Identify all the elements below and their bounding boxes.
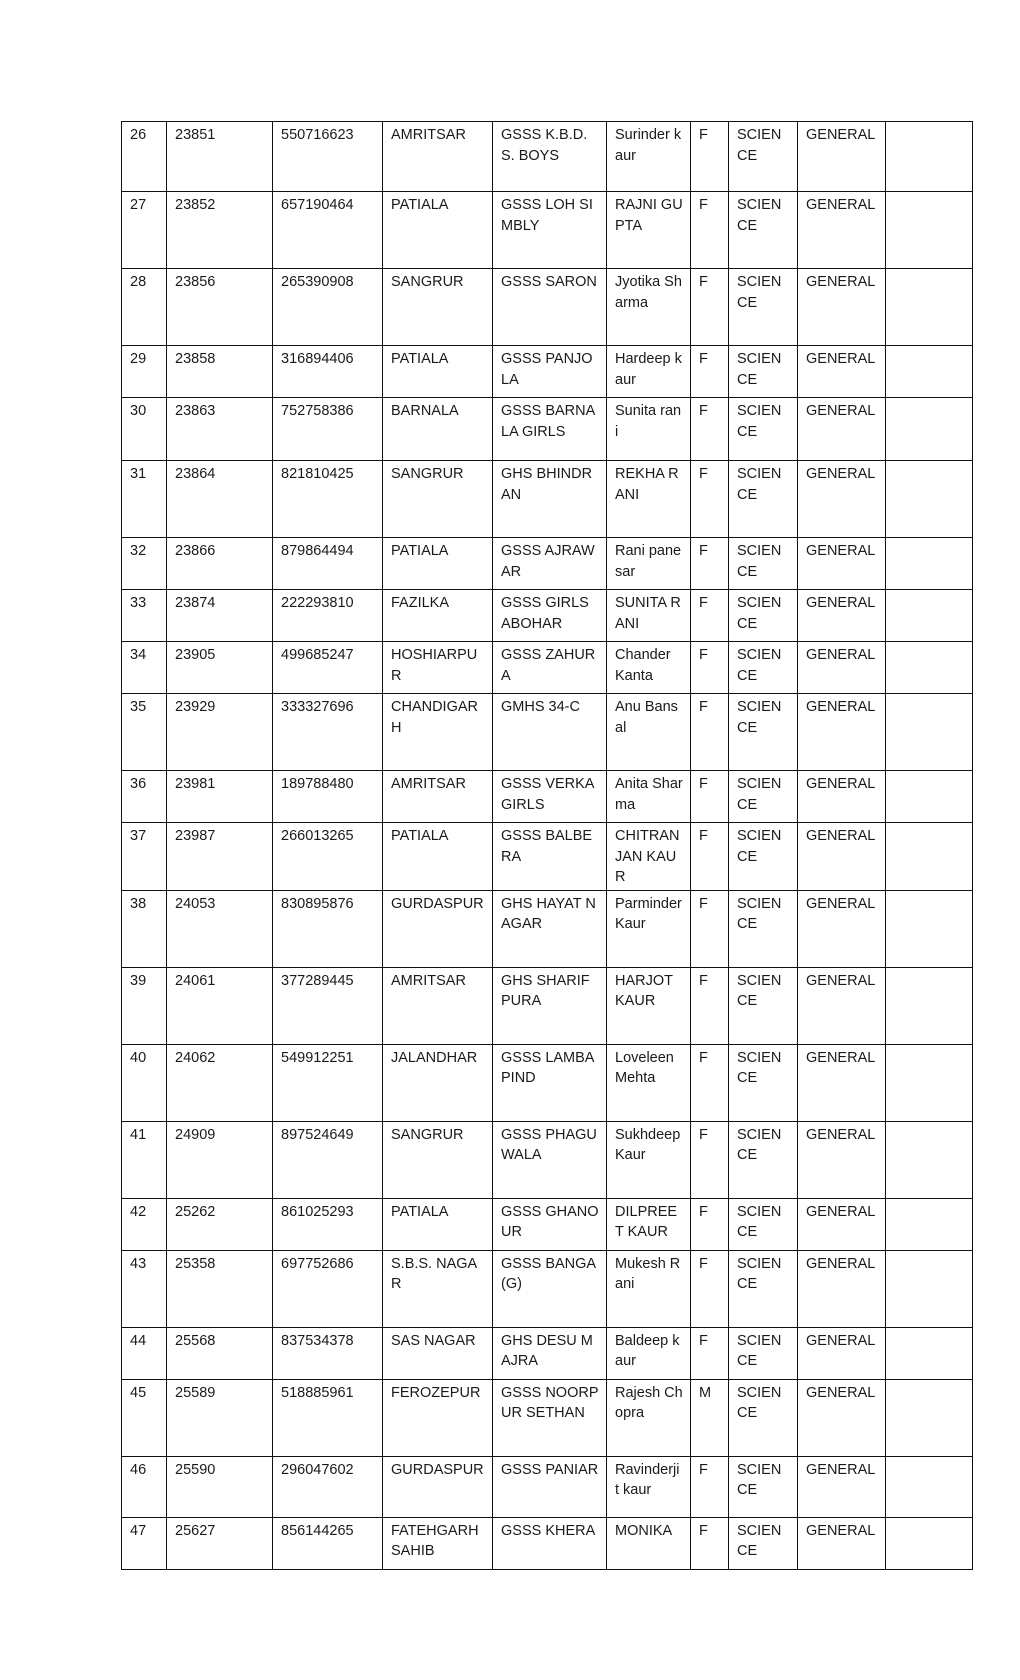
cell-category: GENERAL: [798, 1044, 886, 1121]
table-row: [122, 771, 973, 823]
cell-serial-no: 29: [122, 346, 167, 398]
cell-school: GSSS BANGA (G): [493, 1250, 607, 1327]
cell-subject: SCIENCE: [729, 1327, 798, 1379]
cell-school: GSSS PANIAR: [493, 1456, 607, 1517]
cell-category: GENERAL: [798, 967, 886, 1044]
cell-code: 24062: [167, 1044, 273, 1121]
cell-serial-no: 40: [122, 1044, 167, 1121]
cell-code: 24053: [167, 890, 273, 967]
cell-serial-no: 27: [122, 192, 167, 269]
cell-id-number: 861025293: [273, 1198, 383, 1250]
cell-subject: SCIENCE: [729, 694, 798, 771]
cell-district: HOSHIARPUR: [383, 642, 493, 694]
cell-code: 23866: [167, 538, 273, 590]
cell-remarks: [886, 461, 973, 538]
cell-code: 23852: [167, 192, 273, 269]
table-row: [122, 823, 973, 891]
cell-district: PATIALA: [383, 346, 493, 398]
table-row: [122, 694, 973, 771]
records-table: [121, 121, 973, 1570]
cell-serial-no: 35: [122, 694, 167, 771]
cell-serial-no: 34: [122, 642, 167, 694]
cell-remarks: [886, 122, 973, 192]
cell-serial-no: 44: [122, 1327, 167, 1379]
cell-subject: SCIENCE: [729, 1198, 798, 1250]
cell-remarks: [886, 694, 973, 771]
cell-district: AMRITSAR: [383, 771, 493, 823]
cell-id-number: 333327696: [273, 694, 383, 771]
cell-serial-no: 39: [122, 967, 167, 1044]
cell-subject: SCIENCE: [729, 1250, 798, 1327]
cell-code: 25262: [167, 1198, 273, 1250]
cell-teacher-name: Anita Sharma: [607, 771, 691, 823]
cell-code: 23856: [167, 269, 273, 346]
cell-remarks: [886, 538, 973, 590]
cell-remarks: [886, 192, 973, 269]
cell-remarks: [886, 1456, 973, 1517]
cell-subject: SCIENCE: [729, 398, 798, 461]
cell-teacher-name: Anu Bansal: [607, 694, 691, 771]
cell-subject: SCIENCE: [729, 346, 798, 398]
cell-school: GSSS BARNALA GIRLS: [493, 398, 607, 461]
cell-school: GSSS NOORPUR SETHAN: [493, 1379, 607, 1456]
cell-code: 25590: [167, 1456, 273, 1517]
records-table-body: [122, 122, 973, 1570]
cell-serial-no: 28: [122, 269, 167, 346]
cell-serial-no: 37: [122, 823, 167, 891]
cell-category: GENERAL: [798, 538, 886, 590]
cell-id-number: 879864494: [273, 538, 383, 590]
cell-district: PATIALA: [383, 823, 493, 891]
cell-id-number: 821810425: [273, 461, 383, 538]
cell-category: GENERAL: [798, 1121, 886, 1198]
cell-school: GHS SHARIFPURA: [493, 967, 607, 1044]
cell-district: FATEHGARH SAHIB: [383, 1517, 493, 1569]
cell-remarks: [886, 890, 973, 967]
cell-district: CHANDIGARH: [383, 694, 493, 771]
cell-id-number: 837534378: [273, 1327, 383, 1379]
cell-remarks: [886, 590, 973, 642]
cell-code: 23987: [167, 823, 273, 891]
cell-gender: F: [691, 269, 729, 346]
cell-category: GENERAL: [798, 1198, 886, 1250]
cell-teacher-name: Surinder kaur: [607, 122, 691, 192]
cell-subject: SCIENCE: [729, 538, 798, 590]
cell-gender: F: [691, 461, 729, 538]
cell-school: GHS BHINDRAN: [493, 461, 607, 538]
cell-gender: M: [691, 1379, 729, 1456]
cell-district: PATIALA: [383, 1198, 493, 1250]
cell-school: GSSS LAMBA PIND: [493, 1044, 607, 1121]
cell-code: 25568: [167, 1327, 273, 1379]
cell-code: 23864: [167, 461, 273, 538]
cell-district: FAZILKA: [383, 590, 493, 642]
cell-category: GENERAL: [798, 1456, 886, 1517]
cell-category: GENERAL: [798, 823, 886, 891]
cell-teacher-name: REKHA RANI: [607, 461, 691, 538]
cell-gender: F: [691, 1517, 729, 1569]
cell-serial-no: 31: [122, 461, 167, 538]
table-row: [122, 461, 973, 538]
cell-district: PATIALA: [383, 538, 493, 590]
cell-gender: F: [691, 1327, 729, 1379]
cell-id-number: 296047602: [273, 1456, 383, 1517]
cell-id-number: 550716623: [273, 122, 383, 192]
table-row: [122, 590, 973, 642]
cell-teacher-name: DILPREET KAUR: [607, 1198, 691, 1250]
cell-serial-no: 41: [122, 1121, 167, 1198]
cell-subject: SCIENCE: [729, 642, 798, 694]
cell-district: PATIALA: [383, 192, 493, 269]
table-row: [122, 398, 973, 461]
cell-school: GSSS ZAHURA: [493, 642, 607, 694]
cell-code: 24061: [167, 967, 273, 1044]
cell-subject: SCIENCE: [729, 590, 798, 642]
cell-district: JALANDHAR: [383, 1044, 493, 1121]
cell-subject: SCIENCE: [729, 269, 798, 346]
cell-id-number: 752758386: [273, 398, 383, 461]
table-row: [122, 890, 973, 967]
cell-remarks: [886, 1517, 973, 1569]
cell-serial-no: 26: [122, 122, 167, 192]
cell-serial-no: 38: [122, 890, 167, 967]
cell-teacher-name: Mukesh Rani: [607, 1250, 691, 1327]
table-row: [122, 1044, 973, 1121]
cell-district: SAS NAGAR: [383, 1327, 493, 1379]
cell-id-number: 856144265: [273, 1517, 383, 1569]
cell-gender: F: [691, 538, 729, 590]
cell-teacher-name: Jyotika Sharma: [607, 269, 691, 346]
table-row: [122, 1327, 973, 1379]
table-row: [122, 538, 973, 590]
cell-teacher-name: Rajesh Chopra: [607, 1379, 691, 1456]
cell-gender: F: [691, 890, 729, 967]
cell-subject: SCIENCE: [729, 1379, 798, 1456]
cell-category: GENERAL: [798, 461, 886, 538]
cell-school: GSSS K.B.D.S. BOYS: [493, 122, 607, 192]
cell-gender: F: [691, 1044, 729, 1121]
cell-remarks: [886, 642, 973, 694]
cell-subject: SCIENCE: [729, 771, 798, 823]
cell-remarks: [886, 823, 973, 891]
cell-teacher-name: Sukhdeep Kaur: [607, 1121, 691, 1198]
cell-district: BARNALA: [383, 398, 493, 461]
table-row: [122, 1379, 973, 1456]
cell-gender: F: [691, 1121, 729, 1198]
cell-category: GENERAL: [798, 1517, 886, 1569]
cell-teacher-name: Parminder Kaur: [607, 890, 691, 967]
cell-id-number: 657190464: [273, 192, 383, 269]
cell-district: AMRITSAR: [383, 967, 493, 1044]
cell-code: 23905: [167, 642, 273, 694]
cell-remarks: [886, 269, 973, 346]
cell-code: 23874: [167, 590, 273, 642]
cell-subject: SCIENCE: [729, 1517, 798, 1569]
table-row: [122, 1517, 973, 1569]
cell-code: 23981: [167, 771, 273, 823]
cell-gender: F: [691, 1198, 729, 1250]
cell-category: GENERAL: [798, 590, 886, 642]
cell-serial-no: 36: [122, 771, 167, 823]
table-row: [122, 269, 973, 346]
cell-subject: SCIENCE: [729, 967, 798, 1044]
cell-teacher-name: CHITRANJAN KAUR: [607, 823, 691, 891]
cell-serial-no: 30: [122, 398, 167, 461]
cell-remarks: [886, 346, 973, 398]
cell-serial-no: 32: [122, 538, 167, 590]
cell-district: FEROZEPUR: [383, 1379, 493, 1456]
cell-code: 23929: [167, 694, 273, 771]
cell-code: 25589: [167, 1379, 273, 1456]
cell-id-number: 189788480: [273, 771, 383, 823]
cell-remarks: [886, 771, 973, 823]
cell-code: 25627: [167, 1517, 273, 1569]
cell-gender: F: [691, 122, 729, 192]
cell-serial-no: 33: [122, 590, 167, 642]
cell-district: SANGRUR: [383, 269, 493, 346]
cell-category: GENERAL: [798, 1327, 886, 1379]
table-row: [122, 967, 973, 1044]
cell-district: GURDASPUR: [383, 890, 493, 967]
cell-serial-no: 47: [122, 1517, 167, 1569]
cell-serial-no: 46: [122, 1456, 167, 1517]
cell-category: GENERAL: [798, 122, 886, 192]
cell-gender: F: [691, 398, 729, 461]
cell-district: SANGRUR: [383, 461, 493, 538]
cell-subject: SCIENCE: [729, 122, 798, 192]
cell-category: GENERAL: [798, 1250, 886, 1327]
cell-school: GMHS 34-C: [493, 694, 607, 771]
table-row: [122, 192, 973, 269]
cell-teacher-name: MONIKA: [607, 1517, 691, 1569]
cell-teacher-name: Rani panesar: [607, 538, 691, 590]
cell-category: GENERAL: [798, 694, 886, 771]
cell-gender: F: [691, 1456, 729, 1517]
cell-gender: F: [691, 192, 729, 269]
cell-district: GURDASPUR: [383, 1456, 493, 1517]
cell-district: SANGRUR: [383, 1121, 493, 1198]
cell-school: GSSS VERKA GIRLS: [493, 771, 607, 823]
cell-school: GSSS KHERA: [493, 1517, 607, 1569]
cell-school: GHS DESU MAJRA: [493, 1327, 607, 1379]
cell-remarks: [886, 967, 973, 1044]
cell-subject: SCIENCE: [729, 890, 798, 967]
cell-category: GENERAL: [798, 269, 886, 346]
cell-subject: SCIENCE: [729, 461, 798, 538]
cell-school: GSSS PHAGUWALA: [493, 1121, 607, 1198]
cell-district: AMRITSAR: [383, 122, 493, 192]
cell-serial-no: 43: [122, 1250, 167, 1327]
cell-category: GENERAL: [798, 771, 886, 823]
cell-category: GENERAL: [798, 642, 886, 694]
cell-subject: SCIENCE: [729, 192, 798, 269]
cell-school: GSSS GIRLS ABOHAR: [493, 590, 607, 642]
cell-subject: SCIENCE: [729, 1456, 798, 1517]
cell-id-number: 265390908: [273, 269, 383, 346]
table-row: [122, 1250, 973, 1327]
cell-teacher-name: Sunita rani: [607, 398, 691, 461]
cell-gender: F: [691, 346, 729, 398]
cell-school: GSSS PANJOLA: [493, 346, 607, 398]
cell-serial-no: 42: [122, 1198, 167, 1250]
cell-school: GSSS GHANOUR: [493, 1198, 607, 1250]
cell-school: GSSS LOH SIMBLY: [493, 192, 607, 269]
cell-code: 24909: [167, 1121, 273, 1198]
cell-teacher-name: Ravinderjit kaur: [607, 1456, 691, 1517]
cell-teacher-name: RAJNI GUPTA: [607, 192, 691, 269]
cell-id-number: 316894406: [273, 346, 383, 398]
cell-gender: F: [691, 590, 729, 642]
cell-teacher-name: Chander Kanta: [607, 642, 691, 694]
cell-remarks: [886, 1198, 973, 1250]
cell-teacher-name: Baldeep kaur: [607, 1327, 691, 1379]
cell-id-number: 222293810: [273, 590, 383, 642]
cell-remarks: [886, 1044, 973, 1121]
cell-gender: F: [691, 694, 729, 771]
cell-code: 23851: [167, 122, 273, 192]
cell-category: GENERAL: [798, 1379, 886, 1456]
cell-id-number: 518885961: [273, 1379, 383, 1456]
cell-remarks: [886, 1379, 973, 1456]
cell-school: GSSS AJRAWAR: [493, 538, 607, 590]
cell-subject: SCIENCE: [729, 823, 798, 891]
table-row: [122, 642, 973, 694]
cell-id-number: 377289445: [273, 967, 383, 1044]
cell-gender: F: [691, 967, 729, 1044]
table-row: [122, 346, 973, 398]
cell-remarks: [886, 1327, 973, 1379]
cell-teacher-name: Hardeep kaur: [607, 346, 691, 398]
cell-code: 23863: [167, 398, 273, 461]
cell-category: GENERAL: [798, 346, 886, 398]
table-row: [122, 122, 973, 192]
cell-school: GSSS SARON: [493, 269, 607, 346]
cell-gender: F: [691, 771, 729, 823]
cell-category: GENERAL: [798, 890, 886, 967]
cell-subject: SCIENCE: [729, 1121, 798, 1198]
cell-gender: F: [691, 823, 729, 891]
cell-category: GENERAL: [798, 192, 886, 269]
cell-id-number: 499685247: [273, 642, 383, 694]
cell-serial-no: 45: [122, 1379, 167, 1456]
cell-gender: F: [691, 642, 729, 694]
cell-school: GHS HAYAT NAGAR: [493, 890, 607, 967]
cell-remarks: [886, 1250, 973, 1327]
cell-subject: SCIENCE: [729, 1044, 798, 1121]
cell-id-number: 549912251: [273, 1044, 383, 1121]
cell-district: S.B.S. NAGAR: [383, 1250, 493, 1327]
cell-teacher-name: HARJOT KAUR: [607, 967, 691, 1044]
cell-school: GSSS BALBERA: [493, 823, 607, 891]
cell-remarks: [886, 398, 973, 461]
cell-code: 25358: [167, 1250, 273, 1327]
cell-code: 23858: [167, 346, 273, 398]
table-row: [122, 1456, 973, 1517]
cell-teacher-name: SUNITA RANI: [607, 590, 691, 642]
cell-category: GENERAL: [798, 398, 886, 461]
cell-gender: F: [691, 1250, 729, 1327]
cell-id-number: 897524649: [273, 1121, 383, 1198]
cell-id-number: 266013265: [273, 823, 383, 891]
cell-remarks: [886, 1121, 973, 1198]
table-row: [122, 1121, 973, 1198]
table-row: [122, 1198, 973, 1250]
cell-id-number: 697752686: [273, 1250, 383, 1327]
cell-teacher-name: Loveleen Mehta: [607, 1044, 691, 1121]
cell-id-number: 830895876: [273, 890, 383, 967]
